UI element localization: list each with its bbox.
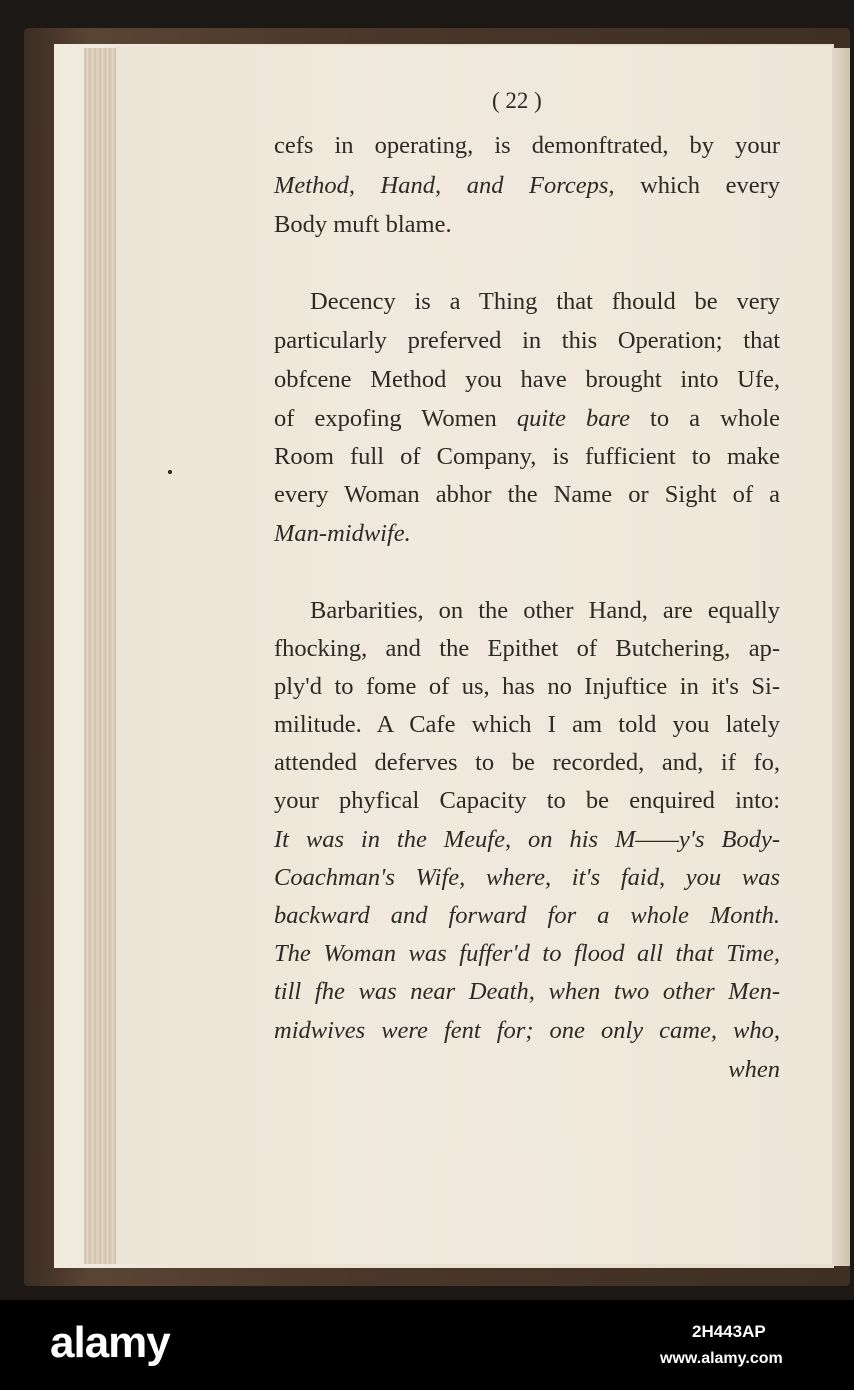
text-line: Method, Hand, and Forceps, which every bbox=[274, 172, 780, 199]
text-line: ply'd to fome of us, has no Injuftice in it's Si- bbox=[274, 673, 780, 700]
text-line: of expofing Women quite bare to a whole bbox=[274, 405, 781, 432]
text-line: your phyfical Capacity to be enquired into: bbox=[274, 787, 780, 814]
page-number: ( 22 ) bbox=[492, 88, 542, 113]
text-line: backward and forward for a whole Month. bbox=[274, 902, 780, 929]
text-line: Decency is a Thing that fhould be very bbox=[310, 288, 780, 315]
text-line: The Woman was fuffer'd to flood all that Time, bbox=[274, 940, 780, 967]
text-line: attended deferves to be recorded, and, if fo, bbox=[274, 749, 780, 776]
text-line: every Woman abhor the Name or Sight of a bbox=[274, 481, 780, 508]
catchword: when bbox=[728, 1056, 780, 1083]
text-line: obfcene Method you have brought into Ufe, bbox=[274, 366, 780, 393]
alamy-logo: alamy bbox=[50, 1318, 170, 1367]
text-line: Barbarities, on the other Hand, are equally bbox=[310, 597, 780, 624]
text-line: It was in the Meufe, on his M——y's Body- bbox=[274, 826, 780, 853]
show-through-text bbox=[520, 222, 526, 249]
text-line: till fhe was near Death, when two other Men- bbox=[274, 978, 780, 1005]
text-line: particularly preferved in this Operation; that bbox=[274, 327, 780, 354]
text-line: cefs in operating, is demonftrated, by your bbox=[274, 132, 780, 159]
page-stack-edge bbox=[84, 48, 116, 1264]
ink-speck bbox=[168, 470, 172, 474]
image-id: 2H443AP bbox=[692, 1322, 766, 1341]
text-line: Body muft blame. bbox=[274, 211, 452, 238]
text-line: Man-midwife. bbox=[274, 520, 411, 547]
text-line: Room full of Company, is fufficient to make bbox=[274, 443, 780, 470]
text-line: fhocking, and the Epithet of Butchering, ap- bbox=[274, 635, 780, 662]
text-line: Coachman's Wife, where, it's faid, you was bbox=[274, 864, 780, 891]
text-line: militude. A Cafe which I am told you lately bbox=[274, 711, 780, 738]
page-right-edge bbox=[832, 48, 850, 1266]
site-url: www.alamy.com bbox=[660, 1350, 783, 1367]
text-line: midwives were fent for; one only came, who, bbox=[274, 1017, 780, 1044]
